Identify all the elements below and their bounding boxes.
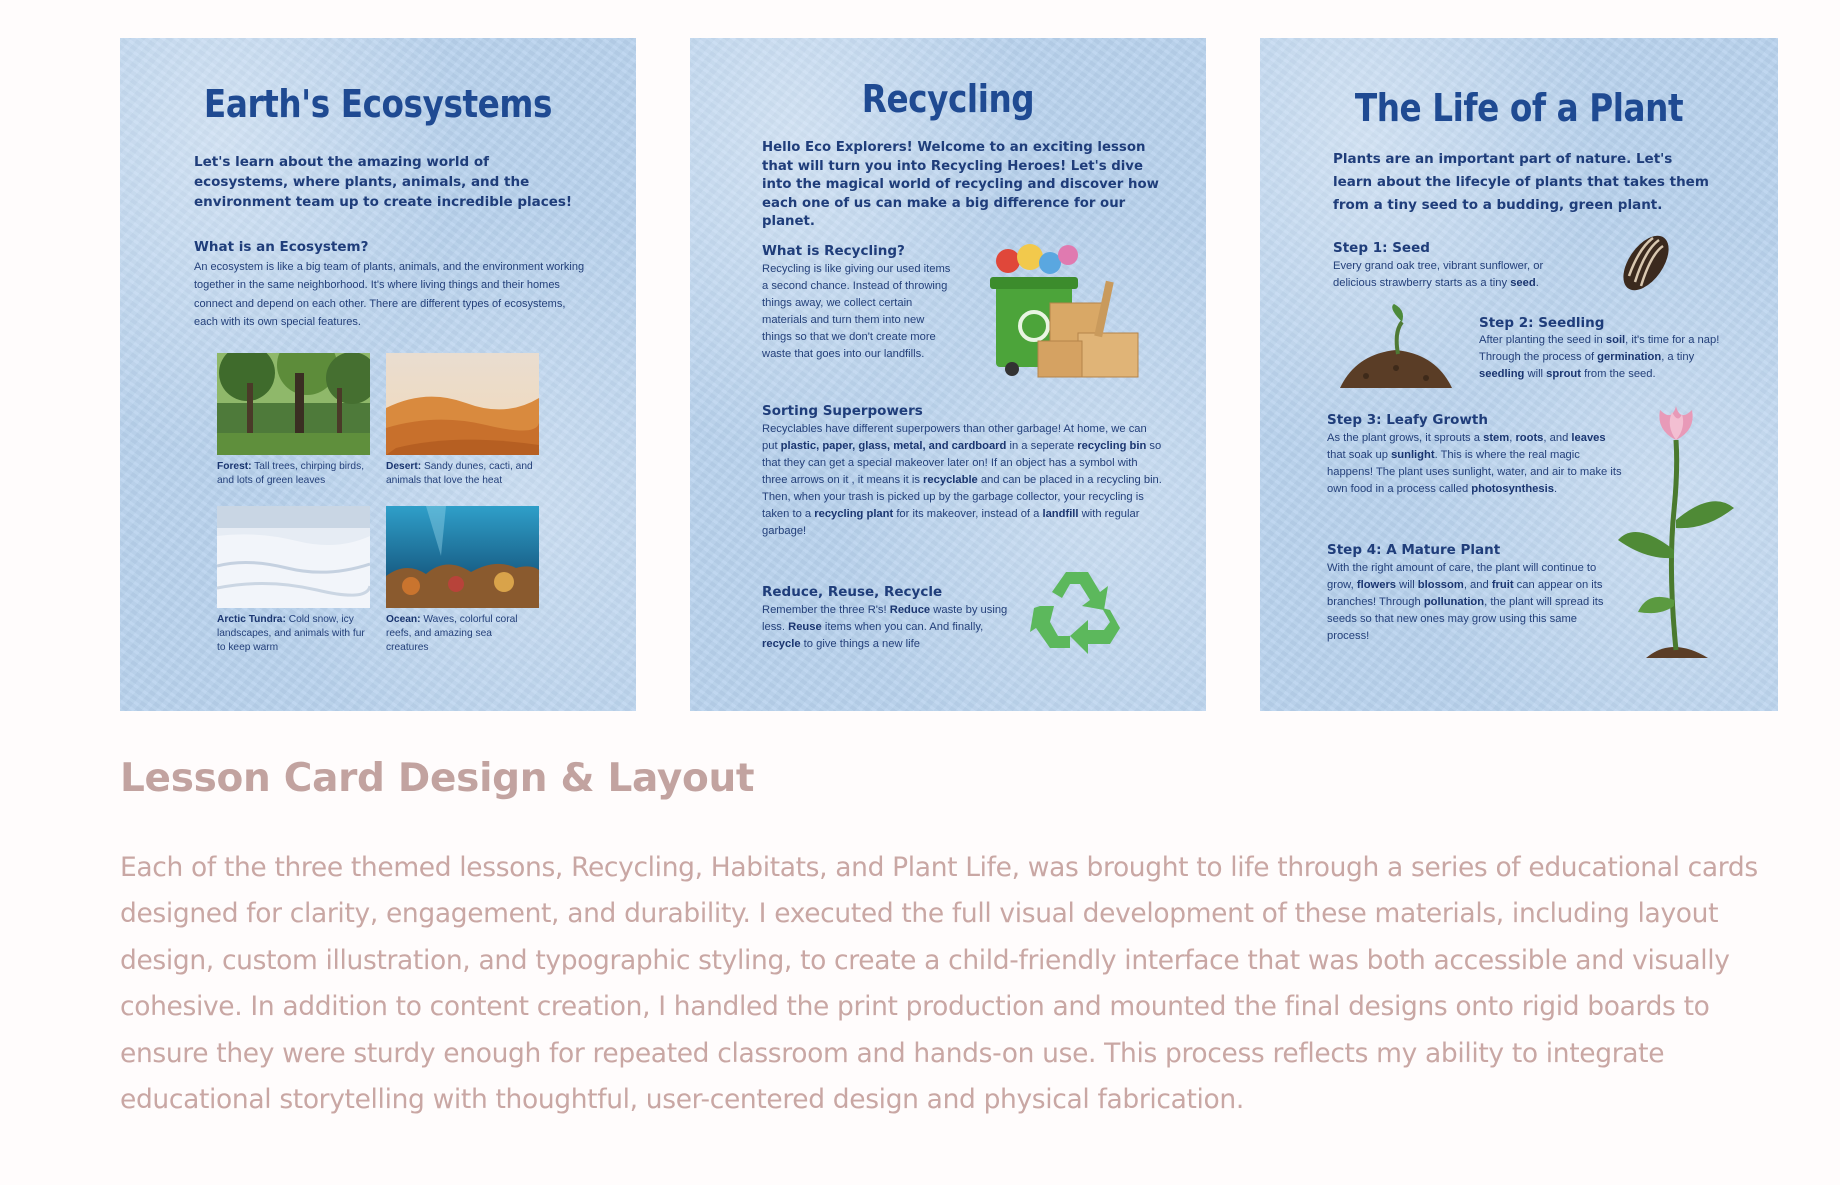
section-body: Recycling is like giving our used items a second chance. Instead of throwing things away, we collect certain materials and turn them into new things so that we don't create more waste that goes into our landfills. [762,263,951,360]
desert-photo [386,353,539,455]
section-title: What is Recycling? [762,243,905,259]
card-title: Recycling [861,77,1035,121]
section-body: Recyclables have different superpowers than other garbage! At home, we can put plastic, paper, glass, metal, and cardboard in a seperate recycling bin so that they can get a special makeover later on! If an object has a symbol with three arrows on it , it means it is recyclable and can be placed in a recycling bin. Then, when your trash is picked up by the garbage collector, your recycling is taken to a recycling plant for its makeover, instead of a landfill with regular garbage! [762,423,1162,537]
step2-body: After planting the seed in soil, it's time for a nap! Through the process of germination, a tiny seedling will sprout from the seed. [1479,334,1720,380]
step4-body: With the right amount of care, the plant will continue to grow, flowers will blossom, and fruit can appear on its branches! Through pollunation, the plant will spread its seeds so that new ones may grow using this same process! [1327,562,1604,642]
lesson-cards-gallery [120,38,1778,711]
card-intro: Hello Eco Explorers! Welcome to an exciting lesson that will turn you into Recycling Heroes! Let's dive into the magical world of recycling and discover how each one of us can make a big difference for our planet. [762,140,1159,230]
plant-lifecycle-card[interactable] [1260,38,1778,711]
ocean-caption: Ocean: Waves, colorful coral reefs, and amazing sea creatures [386,614,518,653]
tundra-photo [217,506,370,608]
ecosystems-card[interactable] [120,38,636,711]
forest-caption: Forest: Tall trees, chirping birds, and lots of green leaves [217,461,365,486]
desert-caption: Desert: Sandy dunes, cacti, and animals that love the heat [386,461,533,486]
step3-title: Step 3: Leafy Growth [1327,412,1488,428]
card-intro: Let's learn about the amazing world of ecosystems, where plants, animals, and the environment team up to create incredible places! [194,154,573,210]
step2-title: Step 2: Seedling [1479,315,1605,331]
section-heading: Lesson Card Design & Layout [120,756,755,801]
step1-body: Every grand oak tree, vibrant sunflower, or delicious strawberry starts as a tiny seed. [1333,260,1544,289]
seedling-illustration [1336,302,1456,392]
card-title: Earth's Ecosystems [203,82,553,126]
ocean-photo [386,506,539,608]
step1-title: Step 1: Seed [1333,240,1430,256]
section-body: An ecosystem is like a big team of plants, animals, and the environment working together in the same neighborhood. It's where living things and their homes connect and depend on each other. There are different types of ecosystems, each with its own special features. [194,261,585,329]
forest-photo [217,353,370,455]
recycling-bin-illustration [988,241,1146,381]
step3-body: As the plant grows, it sprouts a stem, roots, and leaves that soak up sunlight. This is where the real magic happens! The plant uses sunlight, water, and air to make its own food in a process called photosynthesis. [1327,432,1622,495]
section-title: What is an Ecosystem? [194,239,369,255]
flower-illustration [1616,400,1738,660]
section-title: Sorting Superpowers [762,403,923,419]
section-body: Remember the three R's! Reduce waste by using less. Reuse items when you can. And finally, recycle to give things a new life [762,604,1008,650]
tundra-caption: Arctic Tundra: Cold snow, icy landscapes, and animals with fur to keep warm [217,614,365,653]
section-paragraph: Each of the three themed lessons, Recycling, Habitats, and Plant Life, was brought to life through a series of educational cards designed for clarity, engagement, and durability. I executed the full visual development of these materials, including layout design, custom illustration, and typographic styling, to create a child-friendly interface that was both accessible and visually cohesive. In addition to content creation, I handled the print production and mounted the final designs onto rigid boards to ensure they were sturdy enough for repeated classroom and hands-on use. This process reflects my ability to integrate educational storytelling with thoughtful, user-centered design and physical fabrication. [120,852,1758,1116]
seed-icon [1615,230,1677,296]
step4-title: Step 4: A Mature Plant [1327,542,1501,558]
card-intro: Plants are an important part of nature. Let's learn about the lifecyle of plants that takes them from a tiny seed to a budding, green plant. [1333,151,1709,213]
card-title: The Life of a Plant [1354,86,1684,130]
recycling-card[interactable] [690,38,1206,711]
section-title: Reduce, Reuse, Recycle [762,584,943,600]
recycle-symbol-icon [1030,566,1124,656]
